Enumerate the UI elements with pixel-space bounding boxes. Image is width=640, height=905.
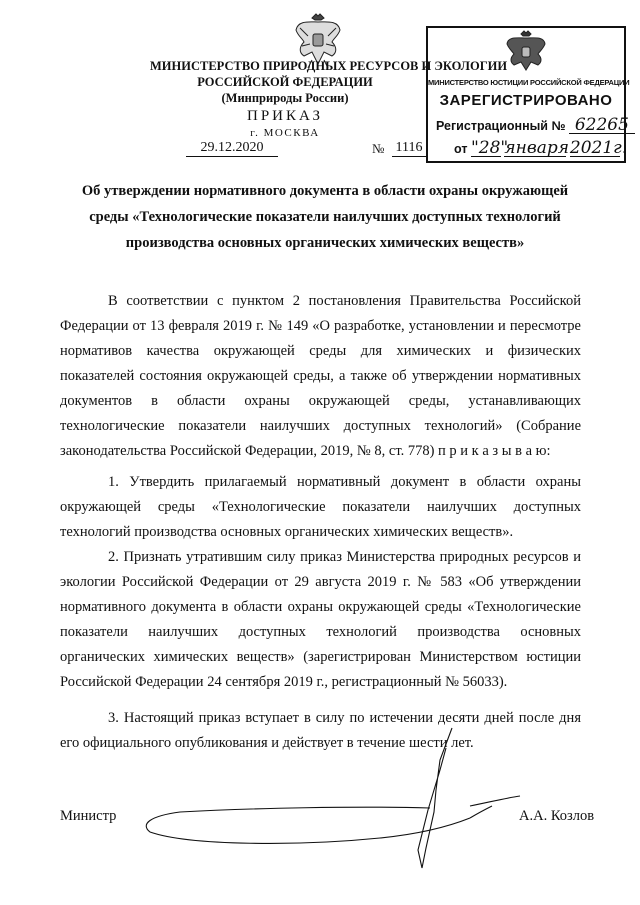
document-title: Об утверждении нормативного документа в области охраны окружающей среды «Технологические показатели наилучших доступных технологий производства основных органических химических веществ»	[81, 183, 569, 251]
signatory-role: Министр	[60, 808, 117, 824]
stamp-date-month: января	[504, 138, 570, 158]
stamp-organization: МИНИСТЕРСТВО ЮСТИЦИИ РОССИЙСКОЙ ФЕДЕРАЦИИ	[428, 78, 630, 87]
stamp-date-prefix: от	[454, 142, 468, 156]
paragraph-text: 3. Настоящий приказ вступает в силу по истечении десяти дней после дня его официального опубликования и действует в течение шести лет.	[60, 710, 581, 751]
document-type: ПРИКАЗ	[247, 108, 323, 124]
paragraph-preamble	[60, 289, 581, 464]
registration-stamp	[426, 26, 630, 163]
stamp-reg-number: 62265	[569, 117, 635, 134]
ministry-name-line2: РОССИЙСКОЙ ФЕДЕРАЦИИ	[197, 75, 373, 89]
ministry-name-line1: МИНИСТЕРСТВО ПРИРОДНЫХ РЕСУРСОВ И ЭКОЛОГИИ	[150, 59, 508, 73]
stamp-reg-label: Регистрационный №	[436, 119, 566, 133]
stamp-date-year: 2021г.	[569, 138, 628, 158]
ministry-header	[150, 58, 508, 106]
paragraph-text: 2. Признать утратившим силу приказ Министерства природных ресурсов и экологии Российской Федерации от 29 августа 2019 г. № 583 «Об утверждении нормативного документа в области охраны окружающей среды «Технологические показатели наилучших доступных технологий производства основных органических химических веществ» (зарегистрирован Министерством юстиции Российской Федерации 24 сентября 2019 г., регистрационный № 56033).	[60, 549, 581, 690]
stamp-reg-number-line	[436, 117, 635, 134]
stamp-date-line	[454, 138, 628, 158]
stamp-registered-label: ЗАРЕГИСТРИРОВАНО	[439, 92, 613, 109]
paragraph-item-3	[60, 706, 581, 756]
stamp-date-day: "28"	[470, 138, 509, 158]
document-number-label: №	[372, 141, 385, 156]
paragraph-item-1	[60, 470, 581, 545]
paragraph-item-2	[60, 545, 581, 695]
ministry-short-name: (Минприроды России)	[221, 91, 349, 105]
paragraph-text: В соответствии с пунктом 2 постановления Правительства Российской Федерации от 13 февраля 2019 г. № 149 «О разработке, установлении и пересмотре нормативов качества окружающей среды для химических и физических показателей состояния окружающей среды, а также об утверждении нормативных документов в области охраны окружающей среды, устанавливающих технологические показатели наилучших доступных технологий» (Собрание законодательства Российской Федерации, 2019, № 8, ст. 778) п р и к а з ы в а ю:	[60, 293, 581, 459]
document-city: г. МОСКВА	[250, 127, 320, 139]
document-number: 1116	[392, 140, 426, 157]
signatory-name: А.А. Козлов	[519, 808, 595, 824]
paragraph-text: 1. Утвердить прилагаемый нормативный документ в области охраны окружающей среды «Технологические показатели наилучших доступных технологий производства основных органических химических веществ».	[60, 474, 581, 540]
document-date: 29.12.2020	[186, 140, 278, 157]
